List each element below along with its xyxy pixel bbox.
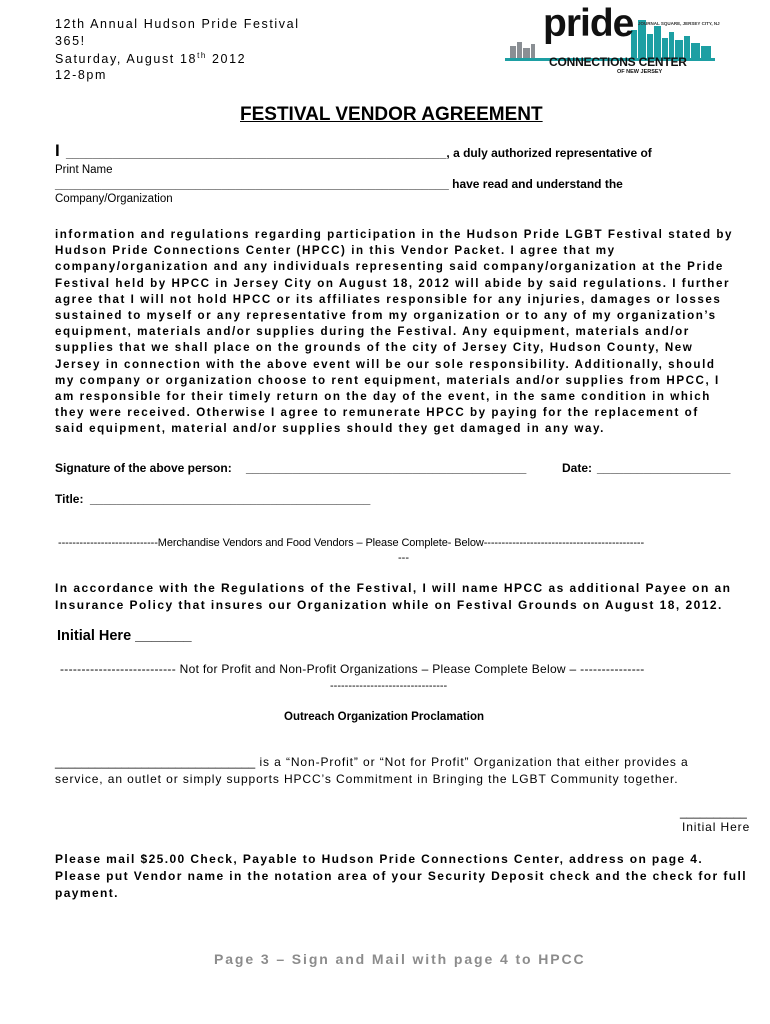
mail-line: payment. [55, 886, 119, 900]
mail-instructions [55, 851, 745, 902]
company-field[interactable]: ___________________________________________________________ have read and understand the [55, 177, 623, 191]
logo-word: pride [543, 2, 634, 45]
title-field[interactable]: __________________________________________ [90, 492, 371, 506]
proclamation-title: Outreach Organization Proclamation [284, 711, 485, 723]
agreement-line: Hudson Pride Connections Center (HPCC) in this Vendor Packet. I agree that my [55, 244, 616, 258]
agreement-line: Jersey in connection with the above event will be our sole responsibility. Additionally, should [55, 357, 716, 371]
agreement-line: they were received. Otherwise I agree to remunerate HPCC by paying for the replacement of [55, 406, 699, 420]
initial-here-label: Initial Here [682, 820, 751, 834]
company-label: Company/Organization [55, 193, 173, 205]
event-title: 12th Annual Hudson Pride Festival [55, 17, 300, 31]
agreement-line: am responsible for their timely return on the day of the event, in the same condition in which [55, 390, 711, 404]
agreement-line: Festival held by HPCC in Jersey City on August 18, 2012 will abide by said regulations. I further [55, 276, 730, 290]
agreement-line: said equipment, material and/or supplies should they get damaged in any way. [55, 422, 605, 436]
pride-center-logo [505, 2, 720, 88]
proclamation-line-1: ______________________________ is a “Non-Profit” or “Not for Profit” Organization that either provides a [55, 755, 689, 769]
logo-tagline: JOURNAL SQUARE, JERSEY CITY, NJ [638, 21, 720, 26]
page-title: FESTIVAL VENDOR AGREEMENT [240, 104, 543, 125]
name-field[interactable]: _________________________________________________________, a duly authorized representative of [66, 146, 652, 160]
agreement-line: equipment, materials and/or supplies during the Festival. Any equipment, materials and/or [55, 325, 690, 339]
agreement-line: company/organization and any individuals representing said company/organization at the Pride [55, 260, 724, 274]
organization-name-field[interactable]: ______________________________ [55, 755, 256, 769]
event-date: Saturday, August 18th 2012 [55, 51, 247, 67]
print-name-label: Print Name [55, 164, 113, 176]
title-label: Title: [55, 492, 84, 506]
date-field[interactable]: ____________________ [597, 461, 731, 475]
merch-divider-end: --- [398, 552, 409, 564]
logo-org-name: CONNECTIONS CENTER [549, 55, 687, 69]
agreement-paragraph [55, 227, 745, 438]
event-time: 12-8pm [55, 68, 107, 82]
nonprofit-divider-end: -------------------------------- [330, 680, 448, 692]
agreement-line: agree that I will not hold HPCC or its affiliates responsible for any injuries, damages or losses [55, 292, 722, 306]
mail-line: Please mail $25.00 Check, Payable to Hudson Pride Connections Center, address on page 4. [55, 852, 704, 866]
insurance-paragraph [55, 580, 745, 614]
insurance-line: In accordance with the Regulations of the Festival, I will name HPCC as additional Payee on an [55, 581, 732, 595]
have-read-text: have read and understand the [452, 177, 623, 191]
insurance-line: Insurance Policy that insures our Organization while on Festival Grounds on August 18, 2012. [55, 598, 723, 612]
agreement-line: information and regulations regarding participation in the Hudson Pride LGBT Festival stated by [55, 228, 734, 241]
agreement-line: sustained to myself or any representative from my organization or to any of my organization’s [55, 309, 717, 323]
date-label: Date: [562, 461, 593, 475]
initial-here-merch[interactable]: Initial Here _______ [57, 628, 192, 644]
signature-label: Signature of the above person: [55, 461, 232, 475]
representative-text: , a duly authorized representative of [446, 146, 652, 160]
initial-blank[interactable]: __________ [680, 805, 747, 819]
signature-field[interactable]: __________________________________________ [246, 461, 527, 475]
page-footer: Page 3 – Sign and Mail with page 4 to HPCC [214, 951, 586, 967]
mail-line: Please put Vendor name in the notation area of your Security Deposit check and the check for full [55, 869, 747, 883]
i-label: I [55, 141, 60, 160]
agreement-line: my company or organization choose to rent equipment, materials and/or supplies from HPCC, I [55, 373, 720, 387]
logo-sub: OF NEW JERSEY [617, 69, 663, 75]
agreement-line: supplies that we shall place on the grounds of the city of Jersey City, Hudson County, New [55, 341, 694, 355]
proclamation-line-2: service, an outlet or simply supports HPCC’s Commitment in Bringing the LGBT Community together. [55, 772, 679, 786]
event-subtitle: 365! [55, 34, 86, 48]
nonprofit-divider: --------------------------- Not for Profit and Non-Profit Organizations – Please Complete Below – --------------- [60, 662, 645, 676]
merch-divider: ----------------------------Merchandise Vendors and Food Vendors – Please Complete- Below--------------------------------------------- [58, 537, 645, 549]
